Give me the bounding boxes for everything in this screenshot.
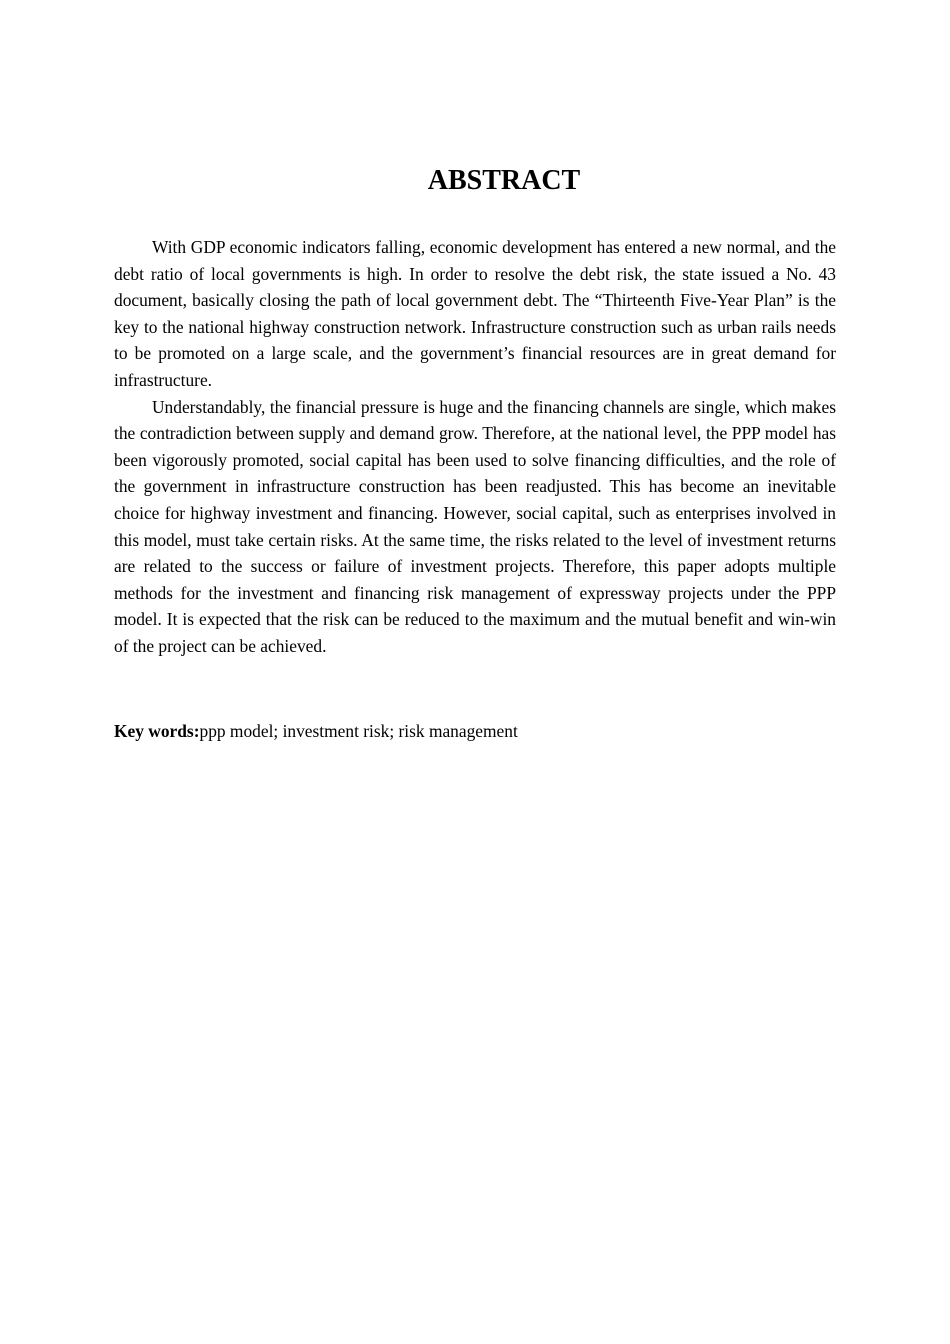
keywords-line [114,718,836,744]
abstract-paragraph-2: Understandably, the financial pressure is huge and the financing channels are single, which makes the contradiction between supply and demand grow. Therefore, at the national level, the PPP model has been vigorously promoted, social capital has been used to solve financing difficulties, and the role of the government in infrastructure construction has been readjusted. This has become an inevitable choice for highway investment and financing. However, social capital, such as enterprises involved in this model, must take certain risks. At the same time, the risks related to the level of investment returns are related to the success or failure of investment projects. Therefore, this paper adopts multiple methods for the investment and financing risk management of expressway projects under the PPP model. It is expected that the risk can be reduced to the maximum and the mutual benefit and win-win of the project can be achieved. [114,396,836,656]
abstract-heading: ABSTRACT [427,165,581,196]
keywords-value: ppp model; investment risk; risk management [199,721,518,741]
abstract-paragraph-1: With GDP economic indicators falling, economic development has entered a new normal, and the debt ratio of local governments is high. In order to resolve the debt risk, the state issued a No. 43 document, basically closing the path of local government debt. The “Thirteenth Five-Year Plan” is the key to the national highway construction network. Infrastructure construction such as urban rails needs to be promoted on a large scale, and the government’s financial resources are in great demand for infrastructure. [114,237,836,390]
abstract-body [114,234,836,660]
keywords-label: Key words: [114,721,200,741]
